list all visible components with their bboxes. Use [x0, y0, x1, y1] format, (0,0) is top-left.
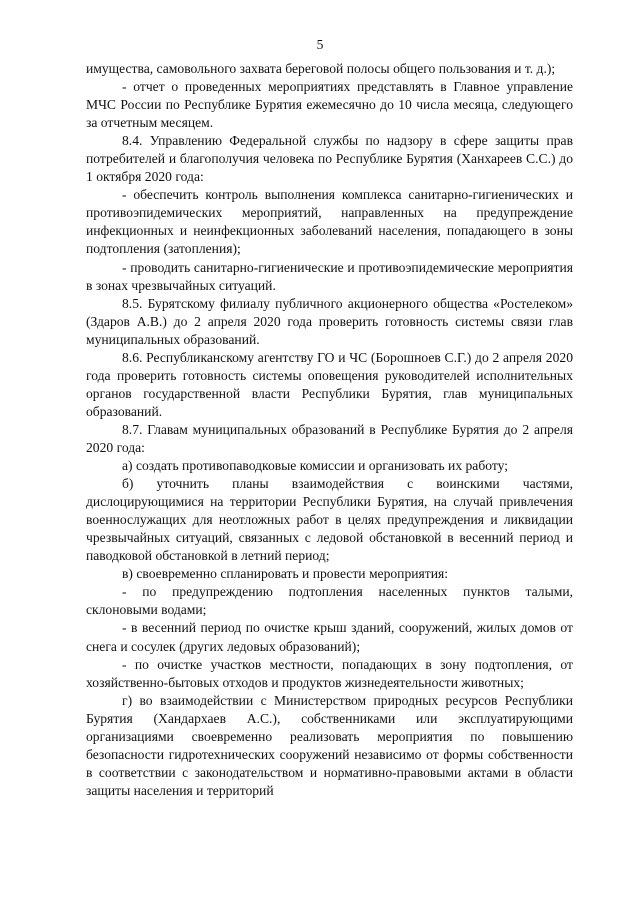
document-body — [86, 60, 573, 800]
paragraph-8-5: 8.5. Бурятскому филиалу публичного акционерного общества «Ростелеком» (Здаров А.В.) до 2 апреля 2020 года проверить готовность системы связи глав муниципальных образований. — [86, 295, 573, 347]
paragraph-8-7-v-roofs: - в весенний период по очистке крыш зданий, сооружений, жилых домов от снега и сосулек (других ледовых образований); — [86, 620, 573, 654]
paragraph-8-4-measures: - проводить санитарно-гигиенические и противоэпидемические мероприятия в зонах чрезвычайных ситуаций. — [86, 259, 573, 293]
paragraph-8-7: 8.7. Главам муниципальных образований в Республике Бурятия до 2 апреля 2020 года: — [86, 421, 573, 455]
paragraph-report-requirement: - отчет о проведенных мероприятиях представлять в Главное управление МЧС России по Республике Бурятия ежемесячно до 10 числа месяца, следующего за отчетным месяцем. — [86, 79, 573, 131]
paragraph-8-6: 8.6. Республиканскому агентству ГО и ЧС (Борошноев С.Г.) до 2 апреля 2020 года проверить готовность системы оповещения руководителей исполнительных органов государственной власти Республики Бурятия, глав муниципальных образований. — [86, 349, 573, 419]
paragraph-8-7-b: б) уточнить планы взаимодействия с воинскими частями, дислоцирующимися на территории Республики Бурятия, на случай привлечения военнослужащих для неотложных работ в целях предупреждения и ликвидации чрезвычайных ситуаций, связанных с ледовой обстановкой в весенний период и паводковой обстановкой в летний период; — [86, 476, 573, 564]
paragraph-8-4-control: - обеспечить контроль выполнения комплекса санитарно-гигиенических и противоэпидемических мероприятий, направленных на предупреждение инфекционных и неинфекционных заболеваний населения, попадающего в зоны подтопления (затопления); — [86, 187, 573, 257]
paragraph-continuation: имущества, самовольного захвата береговой полосы общего пользования и т. д.); — [86, 61, 556, 76]
paragraph-8-7-v-cleanup: - по очистке участков местности, попадающих в зону подтопления, от хозяйственно-бытовых отходов и продуктов жизнедеятельности животных; — [86, 656, 573, 690]
paragraph-8-7-g: г) во взаимодействии с Министерством природных ресурсов Республики Бурятия (Хандархаев А.С.), собственниками или эксплуатирующими организациями своевременно реализовать мероприятия по повышению безопасности гидротехнических сооружений независимо от формы собственности в соответствии с законодательством и нормативно-правовыми актами в области защиты населения и территорий — [86, 692, 573, 798]
paragraph-8-4: 8.4. Управлению Федеральной службы по надзору в сфере защиты прав потребителей и благополучия человека по Республике Бурятия (Ханхареев С.С.) до 1 октября 2020 года: — [86, 133, 573, 185]
paragraph-8-7-a: а) создать противопаводковые комиссии и организовать их работу; — [122, 458, 509, 474]
paragraph-8-7-v-flooding: - по предупреждению подтопления населенных пунктов талыми, склоновыми водами; — [86, 584, 573, 618]
paragraph-8-7-v: в) своевременно спланировать и провести мероприятия: — [122, 566, 449, 582]
page-number: 5 — [316, 37, 324, 52]
